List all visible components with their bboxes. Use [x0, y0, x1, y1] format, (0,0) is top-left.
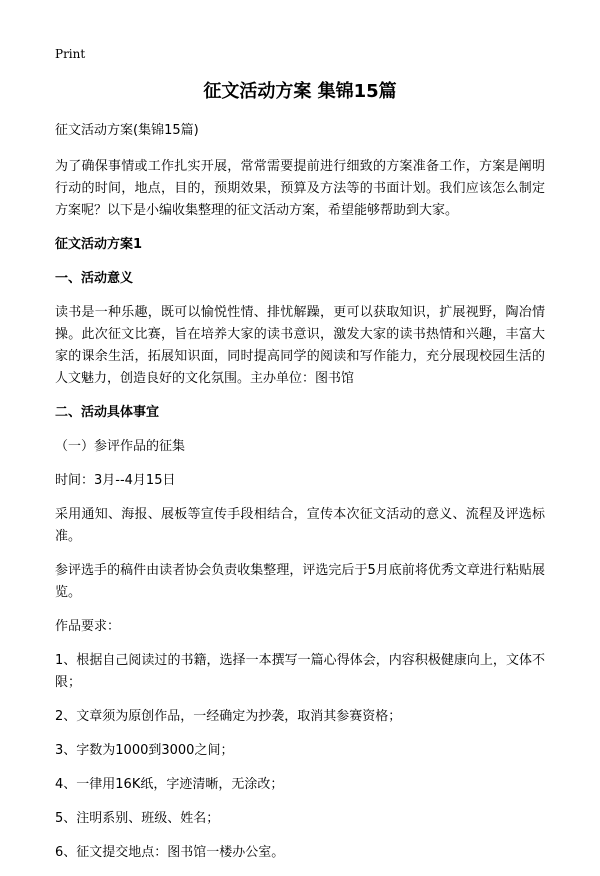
document-title: 征文活动方案 集锦15篇 — [203, 81, 397, 102]
requirement-item: 1、根据自己阅读过的书籍，选择一本撰写一篇心得体会，内容积极健康向上，文体不限； — [55, 653, 545, 690]
print-link[interactable]: Print — [55, 47, 86, 61]
intro-subtitle: 征文活动方案(集锦15篇) — [55, 123, 199, 138]
requirement-item: 2、文章须为原创作品，一经确定为抄袭，取消其参赛资格； — [55, 709, 402, 724]
part1-paragraph: 读书是一种乐趣，既可以愉悦性情、排忧解躁，更可以获取知识，扩展视野，陶冶情操。此次征文比赛，旨在培养大家的读书意识，激发大家的读书热情和兴趣，丰富大家的课余生活，拓展知识面，同时提高同学的阅读和写作能力，充分展现校园生活的人文魅力，创造良好的文化氛围。主办单位：图书馆 — [55, 305, 545, 386]
intro-paragraph: 为了确保事情或工作扎实开展，常常需要提前进行细致的方案准备工作，方案是阐明行动的时间，地点，目的，预期效果，预算及方法等的书面计划。我们应该怎么制定方案呢？以下是小编收集整理的征文活动方案，希望能够帮助到大家。 — [55, 159, 545, 218]
requirement-item: 3、字数为1000到3000之间； — [55, 743, 234, 758]
part2-time: 时间：3月--4月15日 — [55, 473, 176, 488]
requirements-label: 作品要求： — [55, 619, 121, 634]
section-heading: 征文活动方案1 — [55, 237, 143, 252]
part2-paragraph-collection: 参评选手的稿件由读者协会负责收集整理，评选完后于5月底前将优秀文章进行粘贴展览。 — [55, 563, 545, 600]
requirement-item: 4、一律用16K纸，字迹清晰，无涂改； — [55, 777, 284, 792]
part2-heading: 二、活动具体事宜 — [55, 405, 160, 420]
part2-subheading: （一）参评作品的征集 — [55, 439, 186, 454]
part1-heading: 一、活动意义 — [55, 271, 134, 286]
requirement-item: 5、注明系别、班级、姓名； — [55, 811, 220, 826]
part2-paragraph-publicity: 采用通知、海报、展板等宣传手段相结合，宣传本次征文活动的意义、流程及评选标准。 — [55, 507, 545, 544]
document-body — [55, 120, 545, 876]
requirement-item: 6、征文提交地点：图书馆一楼办公室。 — [55, 845, 285, 860]
